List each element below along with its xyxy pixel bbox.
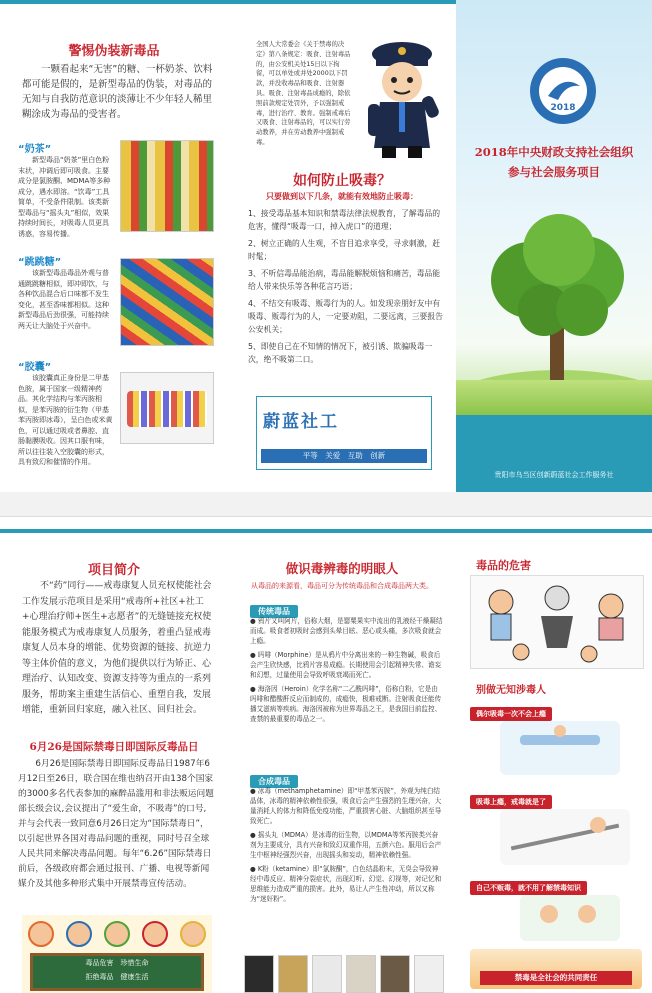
traditional-item: ● 鸦片又叫阿片，俗称大烟，是罂粟果实中流出的乳液经干燥凝结而成。吸食者初吸时会感到头晕目眩、恶心或头痛，多次吸食就会上瘾。 (250, 617, 443, 645)
cover-column (456, 0, 652, 492)
candy-photo (120, 258, 214, 346)
sample-photo (414, 955, 444, 993)
chalkboard-line2: 拒绝毒品 健康生活 (85, 973, 149, 981)
project-intro-column (0, 517, 228, 993)
myth-caption: 自己不贩毒，就不用了解禁毒知识 (470, 881, 587, 895)
drug-item-milktea (18, 140, 113, 239)
tree-icon (474, 210, 644, 390)
prevention-point: 4、不结交有吸毒、贩毒行为的人。如发现亲朋好友中有吸毒、贩毒行为的人，一定要劝阻，二要远离，三要报告公安机关； (248, 299, 443, 334)
capsule-pills (127, 391, 207, 427)
prevention-point: 3、不听信毒品能治病，毒品能解脱烦恼和痛苦，毒品能给人带来快乐等各种花言巧语； (248, 269, 441, 291)
program-logo-icon (528, 56, 598, 126)
police-cartoon-icon (362, 38, 446, 163)
law-decision-text: 全国人大常委会《关于禁毒的决定》第八条规定：吸食、注射毒品的，由公安机关处15日以下拘留，可以单处或并处2000以下罚款，并没收毒品和吸食、注射器具。吸食、注射毒品成瘾的，除依照前款规定处罚外，予以强制戒毒，进行治疗、教育。强制戒毒后又吸食、注射毒品的，可以实行劳动教养，并在劳动教养中强制戒毒。 (256, 41, 351, 146)
cover-footer-band (456, 415, 652, 492)
identify-drugs-column (228, 517, 456, 993)
prevention-subtitle: 只要做到以下几条，就能有效地防止吸毒： (266, 192, 418, 201)
project-title: 项目简介 (87, 563, 140, 578)
traditional-item: ● 吗啡（Morphine）是从鸦片中分离出来的一种生物碱，吸食后会产生欣快感，比鸦片容易成瘾。长期使用会引起精神失常、谵妄和幻想，过量使用会导致呼吸衰竭而死亡。 (250, 651, 442, 679)
sample-photo (278, 955, 308, 993)
chalkboard-line1: 毒品危害 珍惜生命 (85, 959, 149, 967)
cover-grass (456, 380, 652, 415)
myth-caption: 吸毒上瘾，戒毒就是了 (470, 795, 552, 809)
traditional-list (250, 616, 444, 728)
drug-description: 该新型毒品毒品外观与普通跳跳糖相似，即冲即饮，与各种饮品混合后口味都不发生变化，甚至香味都相似。这种新型毒品后劲很强，可能持续两天让大脑处于兴奋中。 (18, 269, 109, 330)
kids-faces (22, 921, 212, 949)
prevention-point: 1、接受毒品基本知识和禁毒法律法规教育，了解毒品的危害，懂得“吸毒一口，掉入虎口”的道理； (248, 209, 441, 231)
synthetic-item: ● 摇头丸（MDMA）是冰毒的衍生物，以MDMA等苯丙胺类兴奋剂为主要成分，具有兴奋和致幻双重作用，五颜六色。服用后会产生中枢神经强烈兴奋，出现摇头和妄动，精神依赖性强。 (250, 831, 442, 859)
cover-title-line2: 参与社会服务项目 (508, 165, 600, 179)
responsibility-illustration (470, 949, 642, 989)
cover-footer-text: 贵阳市乌当区创新蔚蓝社会工作服务社 (494, 471, 614, 479)
drug-item-candy (18, 253, 113, 331)
milktea-photo (120, 140, 214, 232)
project-intro: 不“药”同行——戒毒康复人员充权使能社会工作发展示范项目是采用“戒毒所+社区+社工+心理治疗师+医生+志愿者”的无缝链接充权使能服务模式为戒毒康复人员服务，着重凸显戒毒康复人员本身的增能、优势资源的链接、抗逆力等主体价值的意义，为他们提供以行为矫正、心理治疗、认知改变、资源支持等为重点的一系列服务，帮助案主重建生活信心、重塑自我，发展增能，重新回归家庭，融入社区、回归社会。 (22, 581, 212, 715)
brand-name: 蔚蓝社工 (263, 412, 339, 432)
drug-name: “胶囊” (18, 362, 52, 373)
logo-year: 2018 (550, 103, 576, 113)
myth-3-illustration (520, 895, 620, 941)
myth-3 (470, 875, 642, 945)
drug-item-capsule (18, 358, 113, 468)
section-title: 警惕伪装新毒品 (68, 44, 160, 59)
brochure-inside (0, 516, 652, 993)
harm-cartoons (470, 575, 644, 669)
traditional-tag-label: 传统毒品 (250, 605, 298, 618)
sample-photo (346, 955, 376, 993)
responsibility-banner: 禁毒是全社会的共同责任 (480, 971, 632, 985)
myth-2-illustration (500, 809, 630, 865)
synthetic-list (250, 786, 444, 908)
fake-drugs-column (0, 0, 228, 492)
sample-photo (244, 955, 274, 993)
sheet-gap (0, 492, 652, 516)
prevention-column (228, 0, 456, 492)
synthetic-item: ● K粉（ketamine）即“氯胺酮”，白色结晶粉末，无臭会导致神经中毒反应、精神分裂症状，出现幻听、幻觉、幻视等，对记忆和思维能力造成严重的损害。此外，易让人产生性冲动，所以又称为“迷奸粉”。 (250, 865, 442, 903)
drug-description: 新型毒品“奶茶”里白色粉末状，冲调后即可吸食。主要成分是氯胺酮、MDMA等多种成分，遇水即溶。“饮毒”工具简单，不受条件限制。该类新型毒品与“摇头丸”相似，效果持续时间长，对吸毒人员更具诱惑，容易传播。 (18, 156, 111, 238)
drug-name: “奶茶” (18, 144, 52, 155)
identify-title: 做识毒辨毒的明眼人 (285, 561, 399, 576)
brand-values: 平等 关爱 互助 创新 (261, 449, 427, 463)
drug-samples-strip (244, 955, 444, 993)
synthetic-tag-label: 合成毒品 (250, 775, 298, 788)
myth-caption: 偶尔吸毒一次不会上瘾 (470, 707, 552, 721)
drug-day-body: 6月26是国际禁毒日即国际反毒品日1987年6月12日至26日，联合国在维也纳召开由138个国家的3000多名代表参加的麻醉品滥用和非法贩运问题部长级会议,会议提出了“爱生命，不吸毒”的口号,并与会代表一致同意6月26日定为“国际禁毒日”，以引起世界各国对毒品问题的重视，同时号召全球人民共同来解决毒品问题。每年“6.26”国际禁毒日前后，各级政府都会通过报刊、广播、电视等新闻媒介及其他多种形式集中开展禁毒宣传活动。 (18, 759, 214, 889)
chalkboard (30, 953, 204, 991)
cover-title-line1: 2018年中央财政支持社会组织 (474, 145, 634, 159)
cover-title (456, 142, 652, 182)
myth-1 (470, 701, 642, 779)
drug-day-title: 6月26是国际禁毒日即国际反毒品日 (29, 741, 199, 753)
harm-column (456, 517, 652, 993)
traditional-item: ● 海洛因（Heroin）化学名称“二乙酰吗啡”，俗称白粉，它是由吗啡和醋酸酐反应而制成的，成瘾快，极难戒断。注射吸食还能传播艾滋病等疾病。海洛因被称为世界毒品之王，是我国目前监控、查禁的最重要的毒品之一。 (250, 685, 442, 723)
prevention-title: 如何防止吸毒？ (293, 173, 391, 189)
identify-subtitle: 从毒品的来源看，毒品可分为传统毒品和合成毒品两大类。 (251, 582, 433, 590)
prevention-list (248, 207, 444, 370)
myth-1-illustration (500, 721, 620, 775)
capsule-photo (120, 372, 214, 444)
drug-name: “跳跳糖” (18, 257, 62, 268)
drug-description: 该胶囊真正身份是二甲基色胺，属于国家一级精神药品。其化学结构与苯丙胺相似，是苯丙胺的衍生物（甲基苯丙胺即冰毒），呈白色或米黄色，可以通过吸或者鼻腔、直肠黏膜吸收。因其口服有味，所以往往装入空胶囊的形式，具有致幻和催情的作用。 (18, 374, 113, 466)
prevention-point: 5、即使自己在不知情的情况下，被引诱、欺骗吸毒一次，绝不吸第二口。 (248, 342, 433, 364)
sample-photo (312, 955, 342, 993)
prevention-point: 2、树立正确的人生观，不盲目追求享受，寻求刺激，赶时髦； (248, 239, 441, 261)
brochure-outside (0, 0, 652, 493)
kids-illustration (22, 915, 212, 993)
brand-box (256, 396, 432, 470)
sample-photo (380, 955, 410, 993)
harm-title: 毒品的危害 (476, 559, 531, 572)
synthetic-item: ● 冰毒（methamphetamine）即“甲基苯丙胺”，外观为纯白结晶体，冰毒的精神依赖性很强，吸食后会产生强烈的生理兴奋，大量消耗人的体力和降低免疫功能，严重损害心脏、大脑组织甚至导致死亡。 (250, 787, 442, 825)
myth-2 (470, 789, 642, 869)
dont-be-ignorant-title: 别做无知涉毒人 (476, 685, 546, 696)
harm-cartoon-icon (471, 576, 643, 668)
section-intro: 一颗看起来“无害”的糖、一杯奶茶、饮料都可能是假的，是新型毒品的伪装，对毒品的无知与自我防范意识的淡薄让不少年轻人稀里糊涂成为毒品的受害者。 (22, 64, 213, 120)
